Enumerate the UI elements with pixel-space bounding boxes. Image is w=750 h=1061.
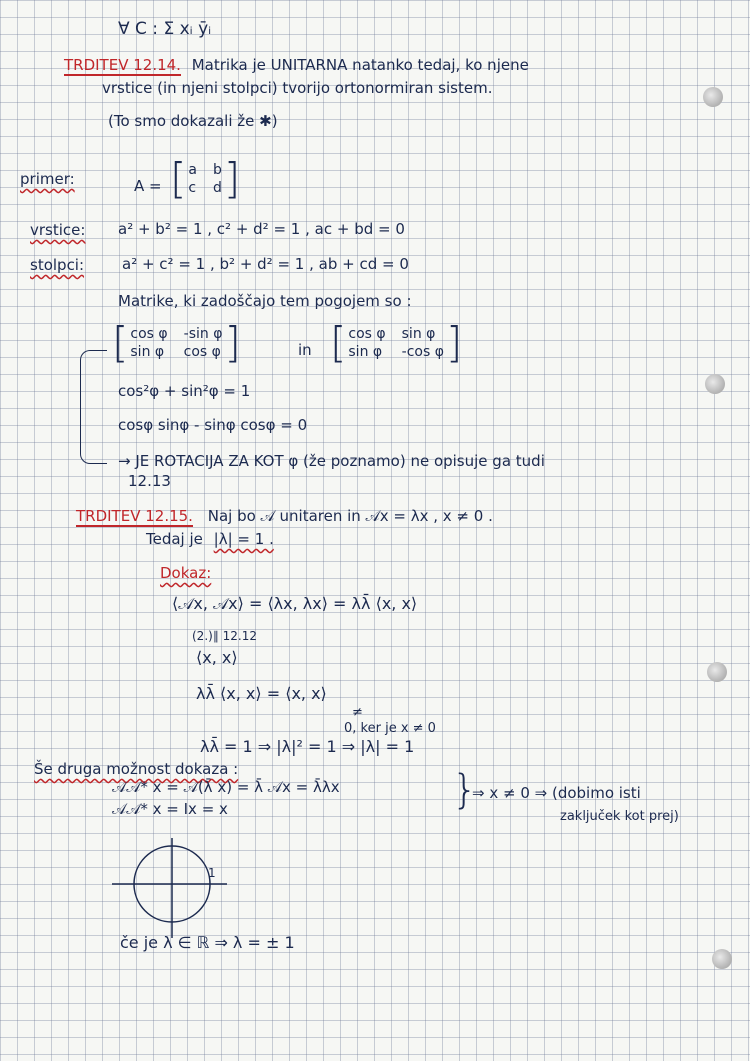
reflection-matrix-cell: -cos φ — [401, 344, 444, 360]
theorem-12-14 — [64, 56, 529, 74]
alternative-proof-label: Še druga možnost dokaza : — [34, 760, 239, 778]
proof-line-5: 0, ker je x ≠ 0 — [344, 721, 436, 736]
conjunction-in: in — [298, 341, 312, 359]
proof-line-2: (2.)∥ 12.12 — [192, 629, 257, 643]
proof-not-equal-mark: ≠ — [352, 705, 363, 720]
theorem-12-14-line1: Matrika je UNITARNA natanko tedaj, ko njene — [191, 56, 529, 74]
reflection-matrix-cell: sin φ — [348, 344, 383, 360]
proof-line-1: ⟨𝒜x, 𝒜x⟩ = ⟨λx, λx⟩ = λλ̄ ⟨x, x⟩ — [172, 594, 418, 613]
punch-hole-2 — [705, 374, 725, 394]
punch-hole-3 — [707, 662, 727, 682]
example-label: primer: — [20, 170, 75, 188]
top-formula: ∀ C : Σ xᵢ ȳᵢ — [118, 19, 212, 39]
rotation-matrix: [ cos φ -sin φ sin φ cos φ ] — [112, 318, 241, 367]
alternative-line-1: 𝒜𝒜* x = 𝒜(λ̄ x) = λ̄ 𝒜x = λ̄λx — [112, 778, 340, 796]
theorem-12-15-result: |λ| = 1 . — [213, 530, 274, 548]
reflection-matrix-cell: cos φ — [348, 326, 386, 342]
reflection-matrix: [ cos φ sin φ sin φ -cos φ ] — [330, 318, 463, 367]
proof-line-4: λλ̄ ⟨x, x⟩ = ⟨x, x⟩ — [196, 684, 327, 703]
rotation-matrix-cell: cos φ — [130, 326, 168, 342]
cols-label: stolpci: — [30, 256, 85, 274]
theorem-12-15-line1: Naj bo 𝒜 unitaren in 𝒜x = λx , x ≠ 0 . — [207, 507, 493, 525]
alternative-result-1: ⇒ x ≠ 0 ⇒ (dobimo isti — [472, 784, 641, 802]
rows-label: vrstice: — [30, 221, 86, 239]
matrix-a-cell: c — [188, 180, 197, 196]
satisfy-text: Matrike, ki zadoščajo tem pogojem so : — [118, 292, 412, 310]
matrix-a-cell: d — [212, 180, 222, 196]
alternative-result-2: zaključek kot prej) — [560, 809, 679, 824]
alternative-line-2: 𝒜𝒜* x = Ix = x — [112, 800, 228, 818]
theorem-12-15-prefix: Tedaj je — [146, 530, 203, 548]
right-brace: } — [452, 767, 478, 813]
unit-circle-sketch — [112, 838, 242, 948]
left-brace — [80, 350, 107, 464]
identity-1: cos²φ + sin²φ = 1 — [118, 382, 251, 400]
final-statement: če je λ ∈ ℝ ⇒ λ = ± 1 — [120, 933, 295, 952]
proof-line-6: λλ̄ = 1 ⇒ |λ|² = 1 ⇒ |λ| = 1 — [200, 737, 415, 756]
matrix-a-cell: a — [188, 162, 197, 178]
punch-hole-4 — [712, 949, 732, 969]
cols-equations: a² + c² = 1 , b² + d² = 1 , ab + cd = 0 — [122, 255, 409, 273]
matrix-a: [ a b c d ] — [170, 154, 241, 203]
proof-line-3: ⟨x, x⟩ — [196, 648, 238, 667]
identity-2: cosφ sinφ - sinφ cosφ = 0 — [118, 416, 308, 434]
rotation-matrix-cell: sin φ — [130, 344, 165, 360]
matrix-a-name: A = — [134, 177, 162, 195]
circle-label: 1 — [208, 866, 216, 880]
reference-12-13: 12.13 — [128, 472, 171, 490]
rotation-statement: → JE ROTACIJA ZA KOT φ (že poznamo) ne opisuje ga tudi — [118, 452, 545, 470]
theorem-12-15-label: TRDITEV 12.15. — [76, 507, 193, 525]
theorem-12-14-line2: vrstice (in njeni stolpci) tvorijo ortonormiran sistem. — [102, 79, 493, 97]
theorem-12-15 — [76, 507, 493, 525]
theorem-12-14-label: TRDITEV 12.14. — [64, 56, 181, 74]
rows-equations: a² + b² = 1 , c² + d² = 1 , ac + bd = 0 — [118, 220, 405, 238]
reflection-matrix-cell: sin φ — [401, 326, 436, 342]
theorem-12-14-note: (To smo dokazali že ✱) — [108, 112, 278, 130]
punch-hole-1 — [703, 87, 723, 107]
theorem-12-15-line2 — [146, 530, 274, 548]
proof-label: Dokaz: — [160, 564, 212, 582]
rotation-matrix-cell: cos φ — [183, 344, 221, 360]
rotation-matrix-cell: -sin φ — [183, 326, 223, 342]
matrix-a-cell: b — [212, 162, 222, 178]
